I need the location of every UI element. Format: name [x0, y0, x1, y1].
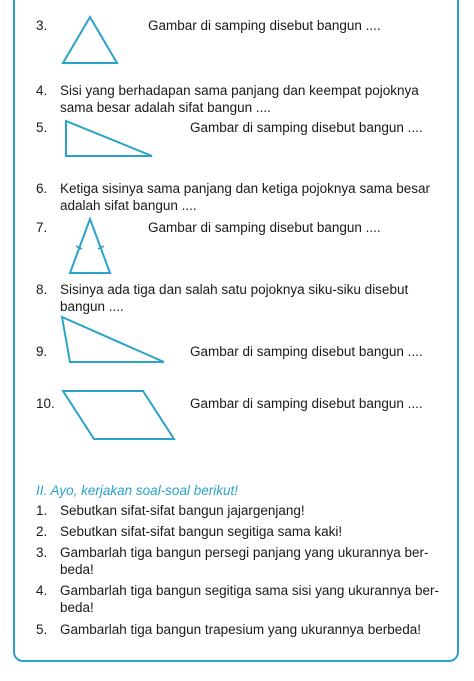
- q4-line1: Sisi yang berhadapan sama panjang dan keempat pojoknya: [60, 83, 419, 98]
- q7-number: 7.: [36, 220, 48, 235]
- isosceles-triangle-figure: [62, 216, 118, 276]
- q8-number: 8.: [36, 282, 48, 297]
- q4-number: 4.: [36, 83, 48, 98]
- p2-item3-number: 3.: [36, 545, 48, 560]
- right-triangle-figure: [60, 118, 156, 160]
- q4-line2: sama besar adalah sifat bangun ....: [60, 100, 271, 115]
- q5-number: 5.: [36, 120, 48, 135]
- q6-line1: Ketiga sisinya sama panjang dan ketiga pojoknya sama besar: [60, 181, 430, 196]
- q7-text: Gambar di samping disebut bangun ....: [148, 220, 381, 235]
- q10-number: 10.: [36, 396, 55, 411]
- q9-number: 9.: [36, 344, 48, 359]
- q3-number: 3.: [36, 18, 48, 33]
- p2-item3-line1: Gambarlah tiga bangun persegi panjang yang ukurannya ber-: [60, 545, 429, 560]
- p2-item1-number: 1.: [36, 503, 48, 518]
- p2-item2-number: 2.: [36, 524, 48, 539]
- p2-item2-text: Sebutkan sifat-sifat bangun segitiga sama kaki!: [60, 524, 343, 539]
- part2-heading: II. Ayo, kerjakan soal-soal berikut!: [36, 483, 238, 498]
- p2-item5-number: 5.: [36, 622, 48, 637]
- p2-item3-line2: beda!: [60, 562, 94, 577]
- q5-text: Gambar di samping disebut bangun ....: [190, 120, 423, 135]
- parallelogram-figure: [58, 388, 178, 442]
- q8-line2: bangun ....: [60, 299, 124, 314]
- scalene-triangle-figure: [56, 314, 168, 366]
- q9-text: Gambar di samping disebut bangun ....: [190, 344, 423, 359]
- p2-item1-text: Sebutkan sifat-sifat bangun jajargenjang!: [60, 503, 305, 518]
- q3-text: Gambar di samping disebut bangun ....: [148, 18, 381, 33]
- p2-item4-number: 4.: [36, 583, 48, 598]
- q8-line1: Sisinya ada tiga dan salah satu pojoknya siku-siku disebut: [60, 282, 409, 297]
- q6-line2: adalah sifat bangun ....: [60, 198, 197, 213]
- equilateral-triangle-figure: [60, 14, 120, 66]
- q10-text: Gambar di samping disebut bangun ....: [190, 396, 423, 411]
- q6-number: 6.: [36, 181, 48, 196]
- p2-item4-line2: beda!: [60, 600, 94, 615]
- p2-item5-text: Gambarlah tiga bangun trapesium yang ukurannya berbeda!: [60, 622, 421, 637]
- p2-item4-line1: Gambarlah tiga bangun segitiga sama sisi yang ukurannya ber-: [60, 583, 439, 598]
